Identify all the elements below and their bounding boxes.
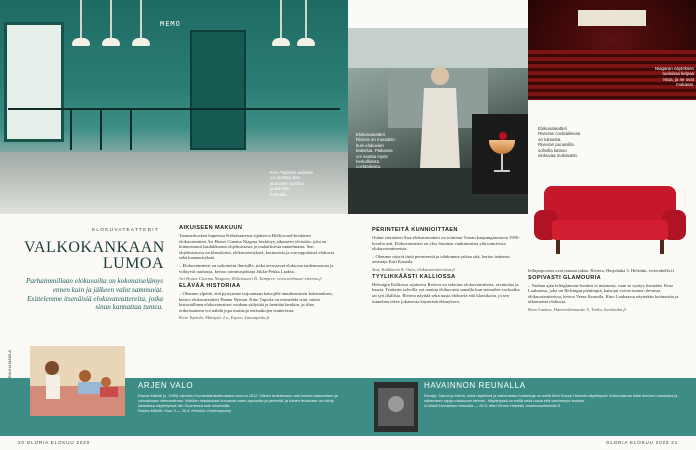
strip-attribution: A Heinä Havainnon reunoilla — 20.9. Med House Helsinki, medhousehelsinki.fi: [424, 402, 560, 408]
section-paragraph: Helsingin Kalliossa sijaitseva Riviera on sekoitus elokuvateatteria, ravintolaa ja baaria. Teatterin sohvilla voi nauttia elokuvasta samalla kun siemailee cocktailia tai syö illallista. Riviera näyttää sekä uusia elokuvia että klassikoita, ja sen tunnelma tekee jokaisesta käynnistä elämyksen.: [372, 281, 520, 304]
caption-line: voi aloittaa illan: [270, 175, 301, 181]
caption-line: cocktaileista.: [356, 164, 382, 170]
red-sofa-photo: [530, 180, 690, 260]
strip-paragraph: Rauha Mäkilä (s. 1985) valmistui Kuvataideakatemiasta vuonna 2012. Hänen teoksissaan arki kohtaa satumaisen ja voimakkaan värimaailman. Mäkilän maalaukset kuvaavat usein lapsuutta ja perhettä, ja hänen teoksiaan on nähty lukuisissa näyttelyissä niin Suomessa kuin ulkomailla.: [138, 393, 338, 408]
family-illustration: [30, 346, 125, 416]
caption-line: katselua. Paikassa: [356, 148, 393, 154]
section-title-sopivasti: SOPIVASTI GLAMOURIA: [528, 274, 602, 281]
section-paragraph: Tammerkosken kupeessa Kehräsaaressa sijaitseva Hollywood-henkinen elokuvateatteri Art House Cinema Niagara keskittyy aikuiseen yleisöön, joka on kiinnostunut laadukkaasta ohjelmistosta ja rauhallisesta tunnelmasta. Sen ohjelmistossa on klassikoita, elokuvaesityksiä, kotimaisia ja eurooppalaisia elokuvia sekä kantaesityksiä.: [179, 233, 335, 261]
cocktail-caption: [538, 126, 608, 158]
section-paragraph: – Vanhan ajan leffaglamour-henkeä ei mainosta, vaan se syntyy itsestään. Kino Laukaassa, joka on Helsingin pienimpiä, katsojat voivat tuntea olevansa elokuvateatterissa, kertoo Veera Krasnila. Kino Laukaassa näytetään kotimaisia ja ulkomaisia elokuvia.: [528, 282, 679, 305]
strip-text-right: [424, 394, 686, 409]
section-attribution: Art House Cinema Niagara, Kehräsaari B, Tampere, www.arthouse-cinema.fi: [179, 276, 322, 282]
caption-line: Riviera on muutakin: [356, 137, 395, 143]
glass-stem: [501, 154, 503, 170]
glass-base: [494, 170, 510, 172]
caption-line: kuin elokuvien: [356, 142, 384, 148]
bar-stool: [130, 110, 132, 150]
theater-photo-caption: [640, 66, 694, 88]
caption-line: herkuilla.: [270, 191, 288, 197]
cinema-lobby-photo: [0, 0, 348, 214]
havainnon-photo: [374, 382, 418, 432]
right-page: [348, 0, 696, 450]
section-kicker: ELOKUVATEATTERIT: [92, 228, 159, 233]
right-text-column-1: [372, 228, 520, 306]
lobby-door: [190, 30, 246, 150]
illustration-credit: RAUHA MÄKILÄ: [8, 350, 12, 379]
headline-line: LUMOA: [102, 255, 164, 272]
article-lede: Parhaimmillaan elokuvailta on kokonaiselämys ennen kuin ja jälkeen valot sammuvat. Esittelemme itsenäisiä elokuvateattereita, jotka sinun kannattaa tuntea.: [25, 277, 163, 312]
section-title-elavaa: ELÄVÄÄ HISTORIAA: [179, 282, 241, 289]
section-title-aikuiseen: AIKUISEEN MAKUUN: [179, 225, 243, 231]
memo-label: MEMO: [160, 20, 181, 28]
bar-rail: [8, 108, 340, 110]
lobby-window: [4, 22, 64, 142]
caption-line: on luksusta.: [538, 136, 562, 142]
caption-line: Kino Tapiolan aulassa: [270, 170, 313, 175]
caption-line: sohvilla katsoo: [538, 147, 567, 153]
caption-line: Rivieran punaisilla: [538, 142, 574, 148]
strip-paragraph: Rovaja, Sanna ja Heinä, sekä näytelmä ja kaikenlaisia tuotantoja on esillä Med House Helsinki-näyttelyssä. Kokonaisuus tutkii ihmisen havaintoa ja näkemisen rajoja valokuvan keinoin. Näyttelyssä on esillä sekä uusia että vanhempia teoksia.: [424, 393, 678, 403]
strip-attribution: Rauha Mäkilä: Huur 3 — 30.8. Helsinki Contemporary.: [138, 407, 232, 413]
section-paragraph: – Elokuvateatteri on tarkoitettu ihmisille, jotka arvostavat elokuvaa taidemuotona ja viihtyvät rauhassa, kertoo toimitusjohtaja Jukka-Pekka Laakso.: [179, 263, 334, 274]
section-attribution: Kino Tapiola, Mäntytie 2 a, Espoo, kinotapiola.fi: [179, 315, 270, 321]
pendant-lamp: [305, 0, 307, 40]
section-title-tyylikkaasti: TYYLIKKÄÄSTI KALLIOSSA: [372, 273, 456, 280]
caption-line: elokuvaa mukavasti.: [538, 153, 578, 159]
right-text-column-2: [528, 268, 684, 315]
sofa-caption: leffapopcornit ovat omasta takaa. Riviera, Harjuhaka 3, Helsinki, rivierahelki.fi: [528, 268, 674, 273]
strip-title-havainnon: HAVAINNON REUNALLA: [424, 381, 526, 390]
lobby-photo-caption: [270, 170, 330, 197]
film-photo-caption: [356, 132, 406, 170]
section-attribution: Star, Kalkkurin 8, Oulu, elokuvateatteristar.fi: [372, 267, 455, 273]
pendant-lamp: [140, 0, 142, 40]
strip-text-left: [138, 394, 342, 414]
section-paragraph: – Olemme nöyriä tästä perinteestä ja tahdomme jatkaa sitä, kertoo teatterin omistaja Kari Kantala.: [372, 253, 510, 265]
caption-line: elokuvien parissa: [270, 180, 304, 186]
caption-line: Elokuvateatteri: [538, 126, 568, 131]
caption-line: herkullisista: [356, 159, 379, 165]
pendant-lamp: [80, 0, 82, 40]
caption-line: Elokuvateatteri: [356, 132, 386, 137]
footer-right: GLORIA ELOKUU 2020 21: [606, 440, 678, 445]
bar-stool: [100, 110, 102, 150]
footer-left: 20 GLORIA ELOKUU 2020: [18, 440, 90, 445]
theater-hall-photo: [528, 0, 696, 100]
caption-line: ja kahvilan: [270, 186, 291, 192]
caption-line: mukavat.: [676, 82, 694, 88]
cocktail-glass: [489, 140, 515, 154]
cherry-garnish: [499, 132, 507, 140]
headline-line: VALKOKANKAAN: [24, 239, 165, 256]
bar-stool: [70, 110, 72, 150]
article-headline: [24, 240, 164, 272]
section-attribution: Kino Laukas, Hämeenlinnantie 5, Turku, kinolauka.fi: [528, 307, 626, 313]
pendant-lamp: [280, 0, 282, 40]
section-paragraph: – Olemme ylpeitä, että pystymme tarjoamaan katsojille ainutlaatuisen kokemuksen, kertoo elokuvateatteri Hanna Nyman. Kino Tapiola on esimerkki siitä, miten historiallinen elokuvateatteri voidaan säilyttää ja herättää henkiin, ja tilan erikoisuutena voi nähdä jopa muistoja entisaikojen teattereista.: [179, 290, 333, 313]
left-text-column: [179, 226, 339, 323]
section-paragraph: Oulun vieraitaisi Star-elokuvateatteri on toiminut Tuiran kaupunginosassa 1950-luvulta asti. Elokuvateatteri on yksi Suomen vanhimmista yhä toimivista elokuvateattereista.: [372, 235, 520, 252]
pendant-lamp: [110, 0, 112, 40]
strip-title-arjen-valo: ARJEN VALO: [138, 381, 194, 390]
caption-line: Niagaran näytöksen: [654, 66, 694, 71]
caption-line: Rivieran cocktaileissa: [538, 131, 581, 137]
cocktail-photo: [472, 114, 528, 194]
section-title-perinteita: PERINTEITÄ KUNNIOITTAEN: [372, 227, 458, 233]
cinema-screen: [578, 10, 646, 26]
caption-line: tuoleissa kelpaa: [662, 71, 694, 77]
caption-line: voi nauttia myös: [356, 153, 388, 159]
caption-line: istua, ja ne ovat: [663, 76, 694, 82]
